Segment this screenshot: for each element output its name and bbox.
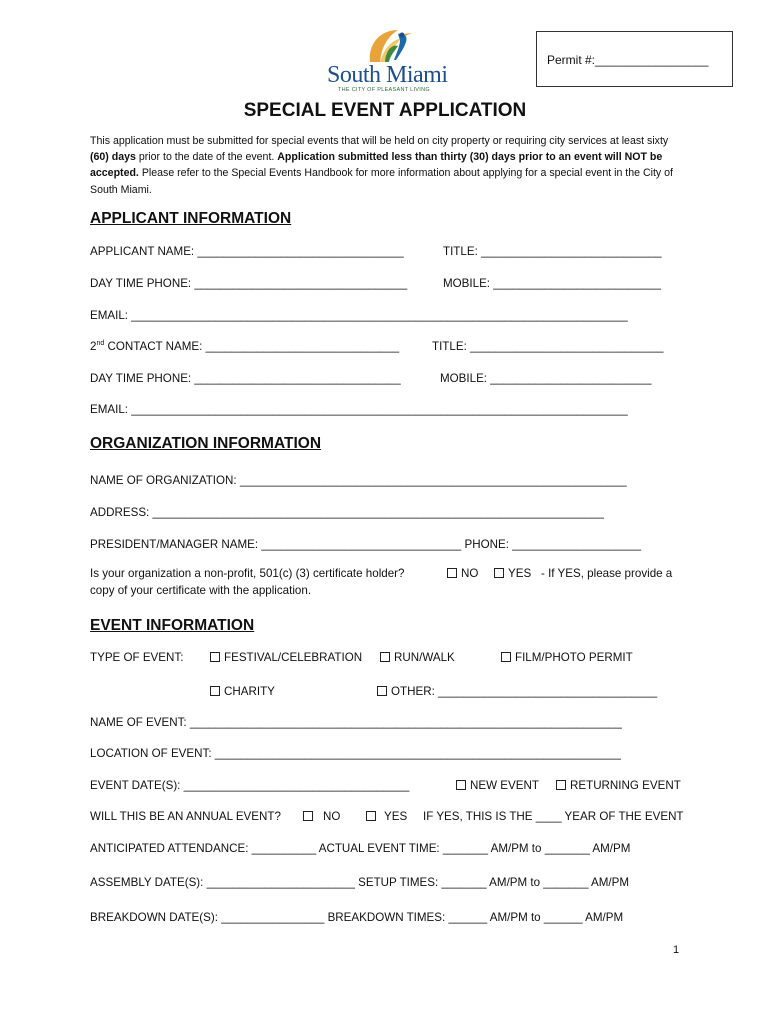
- assembly-setup-field[interactable]: ASSEMBLY DATE(S): _______________________ SETUP TIMES: _______ AM/PM to _______ AM/PM: [90, 876, 630, 889]
- city-logo: [322, 24, 458, 98]
- page-number: 1: [673, 944, 680, 956]
- nonprofit-note: - If YES, please provide a: [541, 567, 673, 580]
- second-daytime-phone-field[interactable]: DAY TIME PHONE: ________________________________: [90, 372, 401, 385]
- breakdown-field[interactable]: BREAKDOWN DATE(S): ________________ BREAKDOWN TIMES: ______ AM/PM to ______ AM/PM: [90, 911, 624, 924]
- checkbox-icon: [447, 568, 457, 578]
- film-photo-checkbox[interactable]: [501, 651, 633, 664]
- organization-heading: ORGANIZATION INFORMATION: [90, 435, 322, 452]
- second-contact-title-field[interactable]: TITLE: ______________________________: [432, 340, 664, 353]
- nonprofit-yes-label: YES: [508, 567, 532, 580]
- intro-text-3: Please refer to the Special Events Handbook for more information about applying for a special event in the City of South Miami.: [90, 167, 673, 196]
- annual-yes-checkbox[interactable]: [366, 810, 407, 823]
- run-walk-checkbox[interactable]: [380, 651, 455, 664]
- checkbox-icon: [456, 780, 466, 790]
- checkbox-icon: [366, 811, 376, 821]
- logo-wordmark: South Miami: [327, 62, 448, 88]
- new-event-checkbox[interactable]: [456, 779, 539, 792]
- certificate-note: copy of your certificate with the application.: [90, 584, 312, 597]
- intro-text-2: prior to the date of the event.: [135, 151, 278, 164]
- attendance-time-field[interactable]: ANTICIPATED ATTENDANCE: __________ ACTUAL EVENT TIME: _______ AM/PM to _______ AM/PM: [90, 842, 631, 855]
- daytime-phone-field[interactable]: DAY TIME PHONE: _________________________________: [90, 277, 408, 290]
- email-field[interactable]: EMAIL: _____________________________________________________________________________: [90, 309, 628, 322]
- applicant-heading: APPLICANT INFORMATION: [90, 210, 292, 227]
- film-photo-label: FILM/PHOTO PERMIT: [515, 651, 633, 664]
- permit-box[interactable]: [536, 31, 733, 87]
- event-type-label: TYPE OF EVENT:: [90, 651, 184, 664]
- applicant-title-field[interactable]: TITLE: ____________________________: [443, 245, 662, 258]
- other-label: OTHER: __________________________________: [391, 685, 658, 698]
- nonprofit-no-label: NO: [461, 567, 479, 580]
- festival-checkbox[interactable]: [210, 651, 362, 664]
- annual-yes-label: YES: [384, 810, 408, 823]
- event-name-field[interactable]: NAME OF EVENT: ___________________________________________________________________: [90, 716, 622, 729]
- president-manager-field[interactable]: PRESIDENT/MANAGER NAME: _______________________________ PHONE: ____________________: [90, 538, 642, 551]
- contact2-label: CONTACT NAME: ______________________________: [104, 340, 400, 353]
- event-year-field[interactable]: IF YES, THIS IS THE ____ YEAR OF THE EVENT: [423, 810, 684, 823]
- charity-checkbox[interactable]: [210, 685, 275, 698]
- checkbox-icon: [210, 686, 220, 696]
- checkbox-icon: [377, 686, 387, 696]
- checkbox-icon: [494, 568, 504, 578]
- annual-no-label: NO: [323, 810, 341, 823]
- event-heading: EVENT INFORMATION: [90, 617, 255, 634]
- annual-no-checkbox[interactable]: [303, 810, 340, 823]
- applicant-name-field[interactable]: APPLICANT NAME: ________________________________: [90, 245, 404, 258]
- run-walk-label: RUN/WALK: [394, 651, 455, 664]
- contact2-sup: nd: [96, 340, 105, 348]
- permit-label: Permit #:_________________: [547, 53, 709, 67]
- event-location-field[interactable]: LOCATION OF EVENT: _______________________________________________________________: [90, 747, 621, 760]
- second-email-field[interactable]: EMAIL: _____________________________________________________________________________: [90, 403, 628, 416]
- checkbox-icon: [303, 811, 313, 821]
- new-event-label: NEW EVENT: [470, 779, 539, 792]
- intro-bold-1: (60) days: [90, 151, 136, 164]
- nonprofit-no-checkbox[interactable]: [447, 567, 478, 580]
- page-title: SPECIAL EVENT APPLICATION: [243, 100, 527, 121]
- checkbox-icon: [556, 780, 566, 790]
- returning-event-checkbox[interactable]: [556, 779, 681, 792]
- event-dates-field[interactable]: EVENT DATE(S): ___________________________________: [90, 779, 410, 792]
- intro-paragraph: [90, 133, 682, 198]
- checkbox-icon: [210, 652, 220, 662]
- checkbox-icon: [380, 652, 390, 662]
- address-field[interactable]: ADDRESS: ______________________________________________________________________: [90, 506, 604, 519]
- contact2-prefix: 2: [90, 340, 97, 353]
- other-checkbox[interactable]: [377, 685, 657, 698]
- checkbox-icon: [501, 652, 511, 662]
- organization-name-field[interactable]: NAME OF ORGANIZATION: ____________________________________________________________: [90, 474, 627, 487]
- intro-text-1: This application must be submitted for special events that will be held on city property or requiring city services at least sixty: [90, 135, 669, 147]
- second-contact-name-field[interactable]: [90, 340, 399, 353]
- nonprofit-question: Is your organization a non-profit, 501(c) (3) certificate holder?: [90, 567, 405, 580]
- annual-event-question: WILL THIS BE AN ANNUAL EVENT?: [90, 810, 281, 823]
- logo-tagline: THE CITY OF PLEASANT LIVING: [338, 87, 430, 93]
- returning-event-label: RETURNING EVENT: [570, 779, 681, 792]
- festival-label: FESTIVAL/CELEBRATION: [224, 651, 363, 664]
- nonprofit-yes-checkbox[interactable]: [494, 567, 531, 580]
- intro-bold-2: Application submitted less than thirty (30) days prior to an event will NOT be accepted.: [90, 151, 663, 180]
- charity-label: CHARITY: [224, 685, 275, 698]
- second-mobile-field[interactable]: MOBILE: _________________________: [440, 372, 652, 385]
- mobile-field[interactable]: MOBILE: __________________________: [443, 277, 661, 290]
